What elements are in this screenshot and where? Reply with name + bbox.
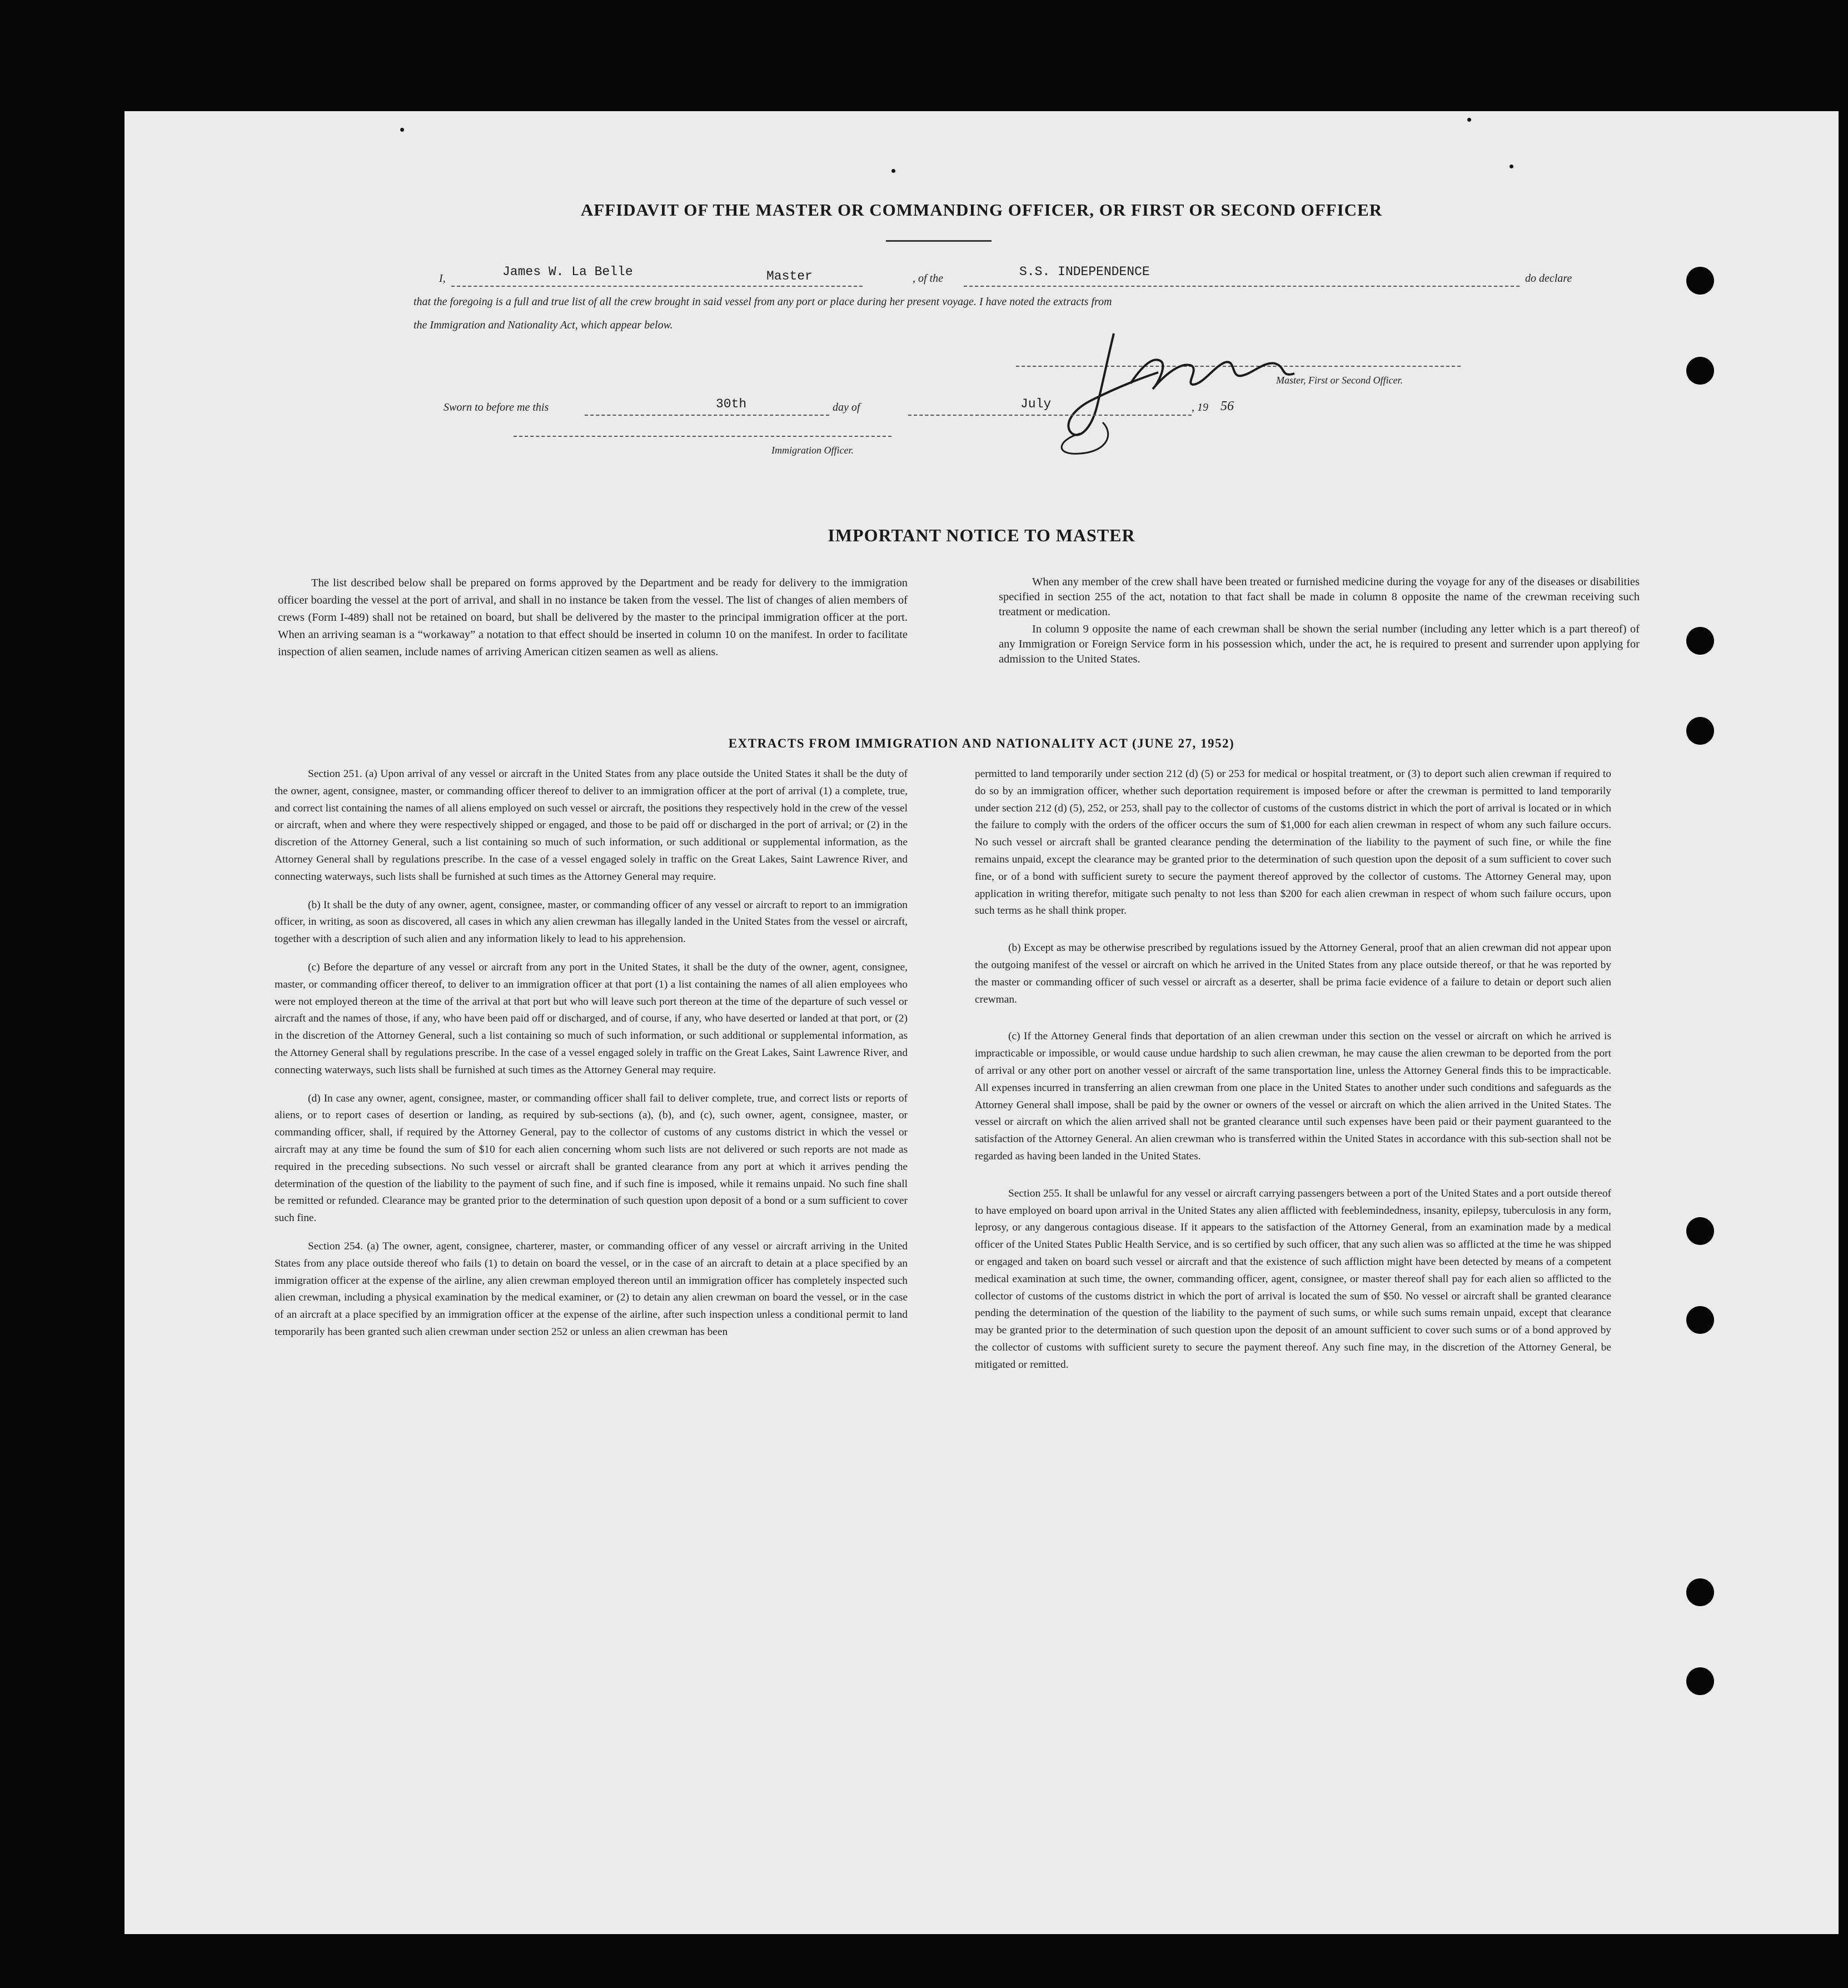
notice-right-column: [999, 575, 1640, 669]
dust-speck: [1510, 165, 1513, 168]
section-251-b: (b) It shall be the duty of any owner, agent, consignee, master, or commanding officer of any vessel or aircraft to report to an immigration officer, in writing, as soon as discovered, all cases in which any alien crewman has illegally landed in the United States from the vessel or aircraft, together with a description of such alien and any information likely to lead to his apprehension.: [275, 899, 908, 945]
notice-title: IMPORTANT NOTICE TO MASTER: [828, 525, 1135, 545]
sworn-day: 30th: [716, 397, 747, 411]
notice-paragraph: The list described below shall be prepared on forms approved by the Department and be ready for delivery to the immigration officer boarding the vessel at the port of arrival, and shall in no instance be taken from the vessel. The list of changes of alien members of crews (Form I-489) shall not be retained on board, but shall be delivered by the master to the principal immigration officer at the port. When an arriving seaman is a “workaway” a notation to that effect should be inserted in column 10 on the manifest. In order to facilitate inspection of alien seamen, include names of arriving American citizen seamen as well as aliens.: [278, 577, 908, 658]
signature-caption: [1276, 375, 1403, 386]
extracts-right-column: [975, 766, 1611, 1394]
punch-hole: [1686, 1578, 1714, 1606]
immigration-officer-line: [514, 432, 891, 437]
punch-hole: [1686, 1306, 1714, 1334]
sworn-month: July: [1020, 397, 1052, 411]
declaration-line-1: that the foregoing is a full and true list of all the crew brought in said vessel from any port or place during her present voyage. I have noted the extracts from: [414, 296, 1112, 308]
signature-caption-text: Master, First or Second Officer.: [1276, 375, 1403, 386]
declaration-line-2: the Immigration and Nationality Act, which appear below.: [414, 319, 673, 331]
sworn-day-line: [585, 401, 829, 416]
notice-paragraph: When any member of the crew shall have been treated or furnished medicine during the voyage for any of the diseases or disabilities specified in section 255 of the act, notation to that fact shall be made in column 8 opposite the name of the crewman receiving such treatment or medication.: [999, 576, 1640, 618]
vessel-name: S.S. INDEPENDENCE: [1019, 265, 1150, 279]
section-254-b: (b) Except as may be otherwise prescribed by regulations issued by the Attorney General, proof that an alien crewman did not appear upon the outgoing manifest of the vessel or aircraft on which he arrived in the United States from any place outside thereof, or that he was reported by the master or commanding officer of such vessel or aircraft as a deserter, shall be prima facie evidence of a failure to detain or deport such alien crewman.: [975, 942, 1611, 1005]
of-the-label: , of the: [913, 272, 943, 285]
dust-speck: [1467, 118, 1471, 122]
master-name: James W. La Belle: [502, 265, 633, 279]
punch-hole: [1686, 627, 1714, 655]
section-255: Section 255. It shall be unlawful for any vessel or aircraft carrying passengers between a port of the United States and a port outside thereof to have employed on board upon arrival in the United States any alien afflicted with feeblemindedness, insanity, epilepsy, tuberculosis in any form, leprosy, or any dangerous contagious disease. If it appears to the satisfaction of the Attorney General, from an examination made by a medical officer of the United States Public Health Service, and is so certified by such officer, that any such alien was so afflicted at the time he was shipped or engaged and taken on board such vessel or aircraft and that the existence of such affliction might have been detected by means of a competent medical examination at such time, the owner, commanding officer, agent, consignee, or master thereof shall pay for each alien so afflicted to the collector of customs of the customs district in which the port of arrival is located the sum of $50. No vessel or aircraft shall be granted clearance pending the determination of the question of the liability to the payment of such sums, or while such sums remain unpaid, except that clearance may be granted prior to the determination of such question upon the deposit of an amount sufficient to cover such sums or of a bond approved by the collector of customs with sufficient surety to secure the payment thereof. Any such fine may, in the discretion of the Attorney General, be mitigated or remitted.: [975, 1187, 1611, 1371]
day-of-label: day of: [833, 401, 860, 413]
dust-speck: [891, 169, 895, 173]
punch-hole: [1686, 1217, 1714, 1245]
punch-hole: [1686, 357, 1714, 385]
master-signature: [1047, 322, 1358, 456]
section-251-d: (d) In case any owner, agent, consignee, master, or commanding officer shall fail to deliver complete, true, and correct lists or reports of aliens, or to report cases of desertion or landing, as required by sub-sections (a), (b), and (c), such owner, agent, consignee, master, or commanding officer, shall, if required by the Attorney General, pay to the collector of customs of any customs district in which the vessel or aircraft may at any time be found the sum of $10 for each alien concerning whom such lists are not delivered or such reports are not made as required in the preceding subsections. No such vessel or aircraft shall be granted clearance from any port at which it arrives pending the determination of the question of the liability to the payment of such fine, and if such fine is imposed, while it remains unpaid. No such fine shall be remitted or refunded. Clearance may be granted prior to the determination of such question upon deposit of a bond or a sum sufficient to cover such fine.: [275, 1092, 908, 1224]
section-251-a: Section 251. (a) Upon arrival of any vessel or aircraft in the United States from any place outside the United States it shall be the duty of the owner, agent, consignee, master, or commanding officer thereof to deliver to an immigration officer at the port of arrival (1) a complete, true, and correct list containing the names of all aliens employed on such vessel or aircraft, the positions they respectively hold in the crew of the vessel or aircraft, when and where they were respectively shipped or engaged, and those to be paid off or discharged in the port of arrival; or (2) in the discretion of the Attorney General, such a list containing so much of such information, or such additional or supplemental information, as the Attorney General shall by regulations prescribe. In the case of a vessel engaged solely in traffic on the Great Lakes, Saint Lawrence River, and connecting waterways, such lists shall be furnished at such times as the Attorney General may require.: [275, 768, 908, 883]
i-label: I,: [439, 272, 446, 285]
notice-left-column: [278, 575, 908, 672]
extracts-title: EXTRACTS FROM IMMIGRATION AND NATIONALITY ACT (JUNE 27, 1952): [728, 736, 1235, 750]
section-254-c: (c) If the Attorney General finds that deportation of an alien crewman under this section on the vessel or aircraft on which he arrived is impracticable or impossible, or would cause undue hardship to such alien crewman, he may cause the alien crewman to be deported from the port of arrival or any other port on another vessel or aircraft of the same transportation line, unless the Attorney General finds this to be impracticable. All expenses incurred in transferring an alien crewman from one place in the United States to another under such conditions and safeguards as the Attorney General shall impose, shall be paid by the owner or owners of the vessel or aircraft on which the alien arrived in the United States. The vessel or aircraft on which the alien arrived shall not be granted clearance until such expenses have been paid or their payment guaranteed to the satisfaction of the Attorney General. An alien crewman who is transferred within the United States in accordance with this sub-section shall not be regarded as having been landed in the United States.: [975, 1030, 1611, 1162]
document-page: [124, 111, 1839, 1934]
section-254-a: Section 254. (a) The owner, agent, consignee, charterer, master, or commanding officer of any vessel or aircraft arriving in the United States from any place outside thereof who fails (1) to detain on board the vessel, or in the case of an aircraft to detain at a place specified by an immigration officer at the expense of the airline, any alien crewman employed thereon until an immigration officer has completely inspected such alien crewman, including a physical examination by the medical examiner, or (2) to detain any alien crewman on board the vessel, or in the case of an aircraft at a place specified by an immigration officer at the expense of the airline, after such inspection unless a conditional permit to land temporarily has been granted such alien crewman under section 252 or unless an alien crewman has been: [275, 1240, 908, 1338]
affidavit-title: AFFIDAVIT OF THE MASTER OR COMMANDING OFFICER, OR FIRST OR SECOND OFFICER: [580, 200, 1383, 220]
master-rank: Master: [766, 269, 813, 283]
dust-speck: [400, 128, 404, 132]
punch-hole: [1686, 267, 1714, 295]
sworn-label: Sworn to before me this: [444, 401, 549, 413]
immigration-officer-caption: Immigration Officer.: [771, 445, 854, 456]
year-suffix: 56: [1221, 399, 1234, 413]
year-prefix: , 19: [1192, 401, 1208, 413]
notice-paragraph: In column 9 opposite the name of each crewman shall be shown the serial number (including any letter which is a part thereof) of any Immigration or Foreign Service form in his possession which, under the act, he is required to present and surrender upon applying for admission to the United States.: [999, 623, 1640, 665]
punch-hole: [1686, 1667, 1714, 1695]
section-254-a-continued: permitted to land temporarily under section 212 (d) (5) or 253 for medical or hospital treatment, or (3) to deport such alien crewman if required to do so by an immigration officer, whether such deportation requirement is imposed before or after the crewman is permitted to land temporarily under section 212 (d) (5), 252, or 253, shall pay to the collector of customs of the customs district in which the port of arrival is located or in which the failure to comply with the orders of the officer occurs the sum of $1,000 for each alien crewman in respect of whom any such failure occurs. No such vessel or aircraft shall be granted clearance pending the determination of the liability to the payment of such fine, or while the fine remains unpaid, except the clearance may be granted prior to the determination of such question upon the deposit of a sum sufficient to cover such fine, or of a bond with sufficient surety to secure the payment thereof approved by the collector of customs. The Attorney General may, upon application in writing therefor, mitigate such penalty to not less than $200 for each alien crewman in respect of whom such failure occurs, upon such terms as he shall think proper.: [975, 768, 1611, 917]
section-251-c: (c) Before the departure of any vessel or aircraft from any port in the United States, it shall be the duty of the owner, agent, consignee, master, or commanding officer thereof, to deliver to an immigration officer at that port (1) a list containing the names of all alien employees who were not employed thereon at the time of the arrival at that port but who will leave such port thereon at the time of the departure of such vessel or aircraft and the names of those, if any, who have been paid off or discharged, and of course, if any, who have deserted or landed at that port, or (2) in the discretion of the Attorney General, such a list containing so much of such information, or such additional or supplemental information, as the Attorney General shall by regulations prescribe. In the case of a vessel engaged solely in traffic on the Great Lakes, Saint Lawrence River, and connecting waterways, such lists shall be furnished at such times as the Attorney General may require.: [275, 961, 908, 1076]
extracts-left-column: [275, 766, 908, 1352]
title-rule: [886, 240, 992, 242]
do-declare-label: do declare: [1525, 272, 1572, 285]
